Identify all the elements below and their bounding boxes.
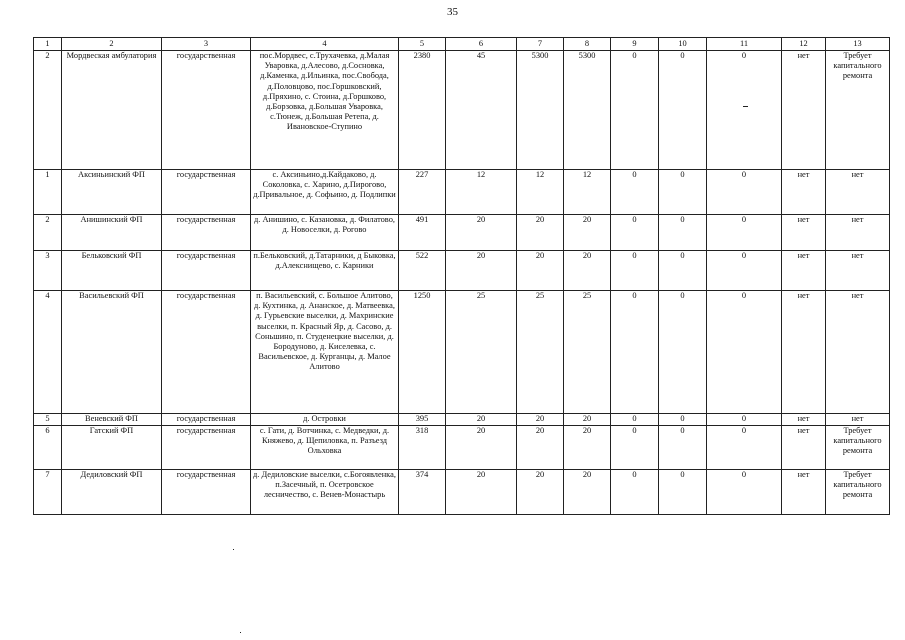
table-row	[34, 470, 890, 515]
value-cell: 0	[611, 426, 659, 470]
value-cell: нет	[782, 426, 826, 470]
condition-cell: Требует капитального ремонта	[826, 470, 890, 515]
value-cell: 25	[446, 291, 517, 414]
row-number: 5	[34, 414, 62, 426]
ownership-cell: государственная	[162, 251, 251, 291]
settlements-cell: д. Анишино, с. Казановка, д. Филатово, д. Новоселки, д. Рогово	[251, 215, 399, 251]
value-cell: нет	[782, 170, 826, 215]
ownership-cell: государственная	[162, 215, 251, 251]
ownership-cell: государственная	[162, 51, 251, 170]
value-cell: 0	[659, 470, 707, 515]
value-cell: 20	[517, 251, 564, 291]
facility-name: Гатский ФП	[62, 426, 162, 470]
header-row	[34, 38, 890, 51]
settlements-cell: с. Аксиньино,д.Кайдаково, д. Соколовка, с. Харино, д.Пирогово, д.Привальное, д. Софьино, д. Подлипки	[251, 170, 399, 215]
value-cell: 0	[611, 291, 659, 414]
value-cell: нет	[782, 414, 826, 426]
column-header: 1	[34, 38, 62, 51]
value-cell: 20	[564, 414, 611, 426]
value-cell: 20	[564, 470, 611, 515]
value-cell: 318	[399, 426, 446, 470]
value-cell: 374	[399, 470, 446, 515]
value-cell: 20	[564, 426, 611, 470]
ownership-cell: государственная	[162, 414, 251, 426]
column-header: 11	[707, 38, 782, 51]
condition-cell: нет	[826, 170, 890, 215]
value-cell: 0	[707, 414, 782, 426]
value-cell: 0	[659, 414, 707, 426]
table-row	[34, 170, 890, 215]
value-cell: нет	[782, 470, 826, 515]
value-cell: 20	[517, 215, 564, 251]
facility-name: Бельковский ФП	[62, 251, 162, 291]
column-header: 7	[517, 38, 564, 51]
ownership-cell: государственная	[162, 170, 251, 215]
row-number: 2	[34, 215, 62, 251]
value-cell: нет	[782, 291, 826, 414]
value-cell: 12	[446, 170, 517, 215]
scan-speck	[233, 549, 234, 550]
value-cell: 45	[446, 51, 517, 170]
ownership-cell: государственная	[162, 470, 251, 515]
value-cell: 20	[446, 426, 517, 470]
column-header: 9	[611, 38, 659, 51]
value-cell: 0	[611, 215, 659, 251]
value-cell: 20	[446, 470, 517, 515]
row-number: 3	[34, 251, 62, 291]
settlements-cell: п. Васильевский, с. Большое Алитово, д. Кухтинка, д. Ананское, д. Матвеевка, д. Гурьевские выселки, д. Махринские выселки, п. Красный Яр, д. Сасово, д. Соньшино, п. Студенецкие выселки, д. Бородуново, д. Киселевка, с. Васильевское, д. Курганцы, д. Малое Алитово	[251, 291, 399, 414]
value-cell: 20	[517, 426, 564, 470]
facilities-table	[33, 37, 890, 515]
column-header: 3	[162, 38, 251, 51]
settlements-cell: д. Островки	[251, 414, 399, 426]
condition-cell: нет	[826, 414, 890, 426]
ownership-cell: государственная	[162, 426, 251, 470]
table-row	[34, 414, 890, 426]
facility-name: Васильевский ФП	[62, 291, 162, 414]
value-cell: 5300	[564, 51, 611, 170]
settlements-cell: пос.Мордвес, с.Трухачевка, д.Малая Уваровка, д.Алесово, д.Сосновка, д.Каменка, д.Ильинка, пос.Свобода, д.Половцово, пос.Горшковский, д.Пряхино, с. Стоина, д.Горшково, д.Борзовка, д.Большая Уваровка, с.Тюнеж, д.Большая Ретепа, д. Ивановское-Ступино	[251, 51, 399, 170]
value-cell: нет	[782, 251, 826, 291]
value-cell: нет	[782, 51, 826, 170]
row-number: 6	[34, 426, 62, 470]
table-row	[34, 251, 890, 291]
facility-name: Мордвеская амбулатория	[62, 51, 162, 170]
column-header: 5	[399, 38, 446, 51]
column-header: 2	[62, 38, 162, 51]
value-cell: 0	[659, 251, 707, 291]
facility-name: Анишинский ФП	[62, 215, 162, 251]
condition-cell: нет	[826, 251, 890, 291]
value-cell: 0	[659, 291, 707, 414]
value-cell: 1250	[399, 291, 446, 414]
value-cell: 25	[517, 291, 564, 414]
value-cell: 227	[399, 170, 446, 215]
ownership-cell: государственная	[162, 291, 251, 414]
value-cell: 0	[611, 414, 659, 426]
column-header: 10	[659, 38, 707, 51]
value-cell: 20	[564, 215, 611, 251]
value-cell: 0	[611, 51, 659, 170]
column-header: 4	[251, 38, 399, 51]
settlements-cell: с. Гати, д. Вотчинка, с. Медведки, д. Княжево, д. Щепиловка, п. Разъезд Ольховка	[251, 426, 399, 470]
row-number: 7	[34, 470, 62, 515]
value-cell: 20	[564, 251, 611, 291]
table-row	[34, 426, 890, 470]
page-number: 35	[447, 6, 458, 18]
condition-cell: Требует капитального ремонта	[826, 51, 890, 170]
facility-name: Веневский ФП	[62, 414, 162, 426]
scan-speck	[743, 106, 748, 107]
table-row	[34, 215, 890, 251]
settlements-cell: п.Бельковский, д.Татарники, д Быковка, д.Алекснищево, с. Карники	[251, 251, 399, 291]
value-cell: 0	[659, 215, 707, 251]
value-cell: 491	[399, 215, 446, 251]
value-cell: 0	[707, 470, 782, 515]
facility-name: Дедиловский ФП	[62, 470, 162, 515]
value-cell: 0	[659, 51, 707, 170]
condition-cell: нет	[826, 215, 890, 251]
table-row	[34, 51, 890, 170]
value-cell: 20	[446, 215, 517, 251]
value-cell: нет	[782, 215, 826, 251]
value-cell: 12	[517, 170, 564, 215]
column-header: 8	[564, 38, 611, 51]
value-cell: 0	[611, 251, 659, 291]
row-number: 2	[34, 51, 62, 170]
value-cell: 20	[446, 414, 517, 426]
value-cell: 0	[707, 426, 782, 470]
value-cell: 522	[399, 251, 446, 291]
value-cell: 0	[659, 170, 707, 215]
value-cell: 0	[707, 215, 782, 251]
row-number: 4	[34, 291, 62, 414]
value-cell: 5300	[517, 51, 564, 170]
value-cell: 0	[611, 170, 659, 215]
value-cell: 395	[399, 414, 446, 426]
value-cell: 0	[659, 426, 707, 470]
column-header: 13	[826, 38, 890, 51]
value-cell: 20	[446, 251, 517, 291]
table-row	[34, 291, 890, 414]
value-cell: 25	[564, 291, 611, 414]
row-number: 1	[34, 170, 62, 215]
column-header: 12	[782, 38, 826, 51]
value-cell: 0	[707, 251, 782, 291]
facility-name: Аксиньинский ФП	[62, 170, 162, 215]
value-cell: 0	[707, 291, 782, 414]
condition-cell: Требует капитального ремонта	[826, 426, 890, 470]
value-cell: 0	[707, 51, 782, 170]
column-header: 6	[446, 38, 517, 51]
value-cell: 0	[707, 170, 782, 215]
value-cell: 2380	[399, 51, 446, 170]
value-cell: 20	[517, 414, 564, 426]
settlements-cell: д. Дедиловские выселки, с.Богоявленка, п.Засечный, п. Осетровское лесничество, с. Венев-Монастырь	[251, 470, 399, 515]
value-cell: 12	[564, 170, 611, 215]
value-cell: 20	[517, 470, 564, 515]
value-cell: 0	[611, 470, 659, 515]
condition-cell: нет	[826, 291, 890, 414]
scan-speck	[240, 632, 241, 633]
